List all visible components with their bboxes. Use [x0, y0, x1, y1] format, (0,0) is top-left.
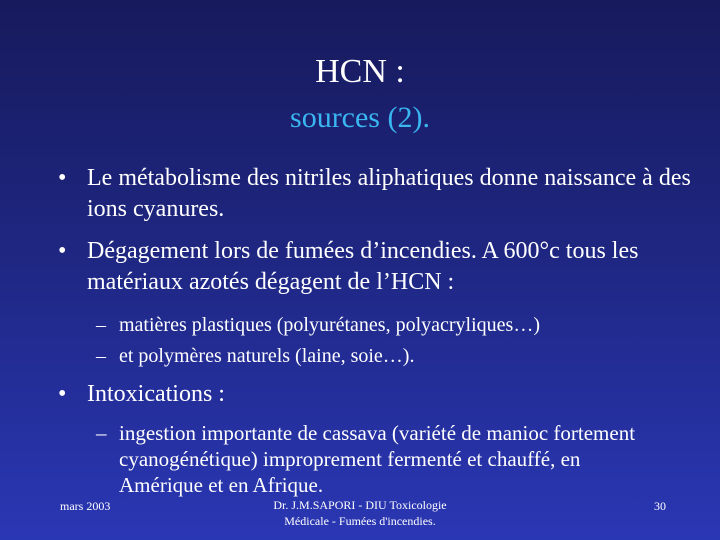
slide-subtitle: sources (2).	[290, 101, 430, 134]
sub-bullet-plastics	[96, 312, 696, 338]
bullet-metabolism	[58, 163, 698, 225]
bullet-text: Intoxications :	[87, 381, 225, 407]
footer-date: mars 2003	[60, 499, 111, 513]
sub-bullet-text: matières plastiques (polyurétanes, polyacryliques…)	[119, 314, 540, 336]
sub-bullet-cassava	[96, 420, 656, 498]
bullet-marker: •	[58, 238, 67, 264]
footer-author-line2: Médicale - Fumées d'incendies.	[284, 514, 436, 528]
bullet-text: Le métabolisme des nitriles aliphatiques donne naissance à des ions cyanures.	[87, 165, 691, 222]
bullet-text: Dégagement lors de fumées d’incendies. A 600°c tous les matériaux azotés dégagent de l’HCN :	[87, 238, 639, 295]
bullet-marker: •	[58, 165, 67, 191]
sub-bullet-marker: –	[96, 421, 107, 445]
sub-bullet-text: ingestion importante de cassava (variété de manioc fortement cyanogénétique) improprement fermenté et chauffé, en Amérique et en Afrique.	[119, 421, 636, 497]
sub-bullet-marker: –	[96, 314, 106, 336]
bullet-intoxications	[58, 379, 698, 410]
footer-author-line1: Dr. J.M.SAPORI - DIU Toxicologie	[273, 498, 447, 512]
sub-bullet-marker: –	[96, 345, 106, 367]
slide-title: HCN :	[315, 53, 405, 90]
bullet-fire-fumes	[58, 236, 698, 298]
sub-bullet-text: et polymères naturels (laine, soie…).	[119, 345, 415, 367]
bullet-marker: •	[58, 381, 67, 407]
footer-page-number: 30	[654, 499, 666, 513]
footer-author	[230, 497, 490, 529]
sub-bullet-natural-polymers	[96, 343, 696, 369]
